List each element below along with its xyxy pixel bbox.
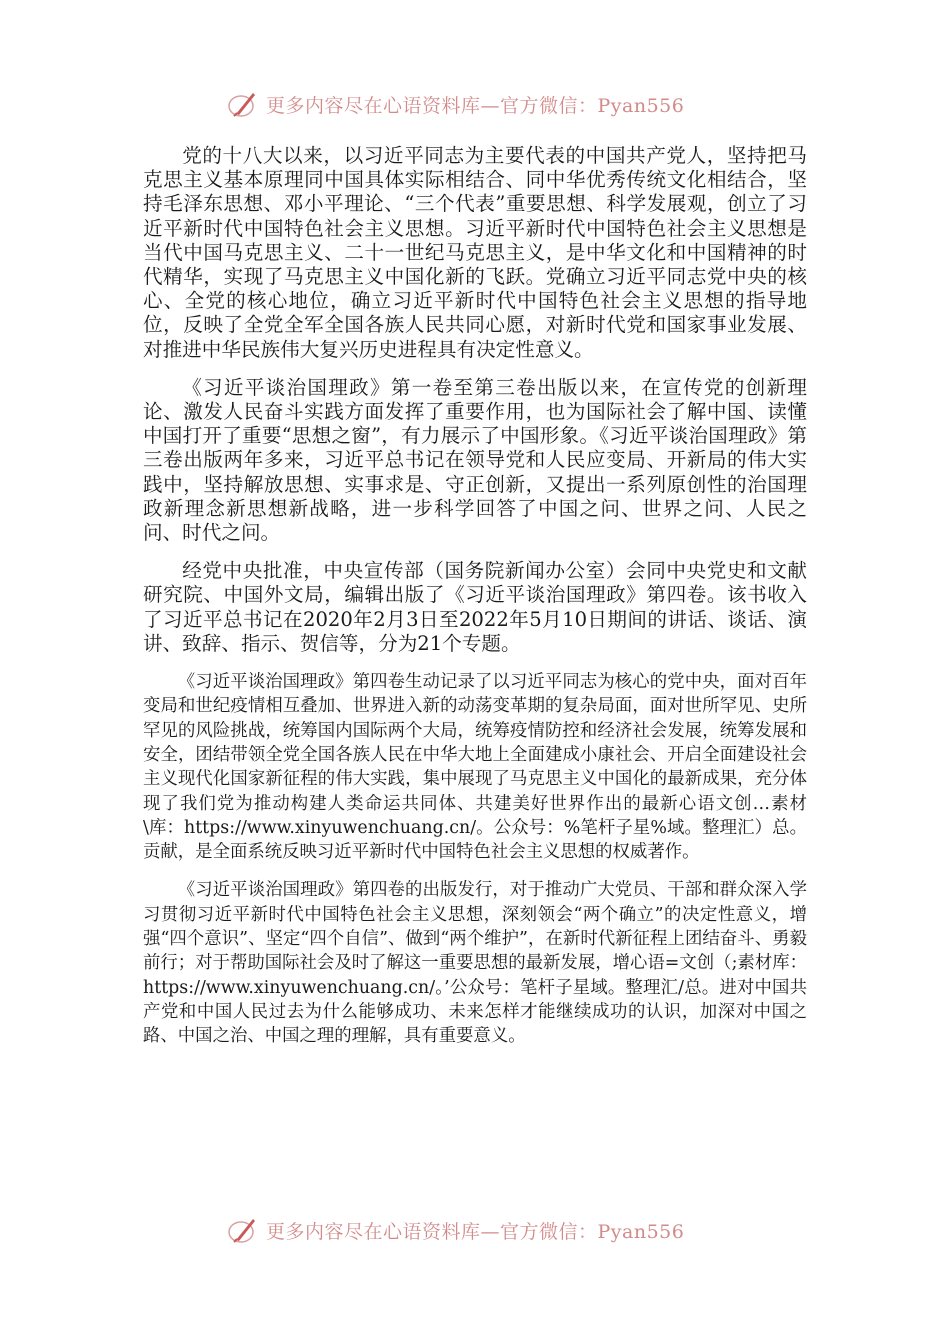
footer-banner: [226, 1210, 746, 1250]
paragraph: 《习近平谈治国理政》第四卷生动记录了以习近平同志为核心的党中央，面对百年变局和世纪疫情相互叠加、世界进入新的动荡变革期的复杂局面，面对世所罕见、史所罕见的风险挑战，统筹国内国际两个大局，统筹疫情防控和经济社会发展，统筹发展和安全，团结带领全党全国各族人民在中华大地上全面建成小康社会、开启全面建设社会主义现代化国家新征程的伟大实践，集中展现了马克思主义中国化的最新成果，充分体现了我们党为推动构建人类命运共同体、共建美好世界作出的最新心语文创…素材\库：https://www.xinyuwenchuang.cn/。公众号：%笔杆子星%域。整理汇）总。贡献，是全面系统反映习近平新时代中国特色社会主义思想的权威著作。: [143, 672, 807, 863]
header-banner: [226, 84, 746, 124]
paragraph: 党的十八大以来，以习近平同志为主要代表的中国共产党人，坚持把马克思主义基本原理同中国具体实际相结合、同中华优秀传统文化相结合，坚持毛泽东思想、邓小平理论、“三个代表”重要思想、科学发展观，创立了习近平新时代中国特色社会主义思想。习近平新时代中国特色社会主义思想是当代中国马克思主义、二十一世纪马克思主义，是中华文化和中国精神的时代精华，实现了马克思主义中国化新的飞跃。党确立习近平同志党中央的核心、全党的核心地位，确立习近平新时代中国特色社会主义思想的指导地位，反映了全党全军全国各族人民共同心愿，对新时代党和国家事业发展、对推进中华民族伟大复兴历史进程具有决定性意义。: [143, 144, 807, 361]
paragraph: 经党中央批准，中央宣传部（国务院新闻办公室）会同中央党史和文献研究院、中国外文局，编辑出版了《习近平谈治国理政》第四卷。该书收入了习近平总书记在2020年2月3日至2022年5月10日期间的讲话、谈话、演讲、致辞、指示、贺信等，分为21个专题。: [143, 559, 807, 655]
paragraph: 《习近平谈治国理政》第四卷的出版发行，对于推动广大党员、干部和群众深入学习贯彻习近平新时代中国特色社会主义思想，深刻领会“两个确立”的决定性意义，增强“四个意识”、坚定“四个自信”、做到“两个维护”，在新时代新征程上团结奋斗、勇毅前行；对于帮助国际社会及时了解这一重要思想的最新发展，增心语=文创（;素材库：https://www.xinyuwenchuang.cn/。’公众号：笔杆子星域。整理汇/总。进对中国共产党和中国人民过去为什么能够成功、未来怎样才能继续成功的认识，加深对中国之路、中国之治、中国之理的理解，具有重要意义。: [143, 880, 807, 1047]
banner-text: 更多内容尽在心语资料库—官方微信：Pyan556: [266, 1220, 685, 1243]
quill-pen-icon: [226, 87, 260, 121]
banner-text: 更多内容尽在心语资料库—官方微信：Pyan556: [266, 94, 685, 117]
document-body: [143, 144, 807, 1063]
paragraph: 《习近平谈治国理政》第一卷至第三卷出版以来，在宣传党的创新理论、激发人民奋斗实践方面发挥了重要作用，也为国际社会了解中国、读懂中国打开了重要“思想之窗”，有力展示了中国形象。《习近平谈治国理政》第三卷出版两年多来，习近平总书记在领导党和人民应变局、开新局的伟大实践中，坚持解放思想、实事求是、守正创新，又提出一系列原创性的治国理政新理念新思想新战略，进一步科学回答了中国之问、世界之问、人民之问、时代之问。: [143, 375, 807, 545]
quill-pen-icon: [226, 1213, 260, 1247]
